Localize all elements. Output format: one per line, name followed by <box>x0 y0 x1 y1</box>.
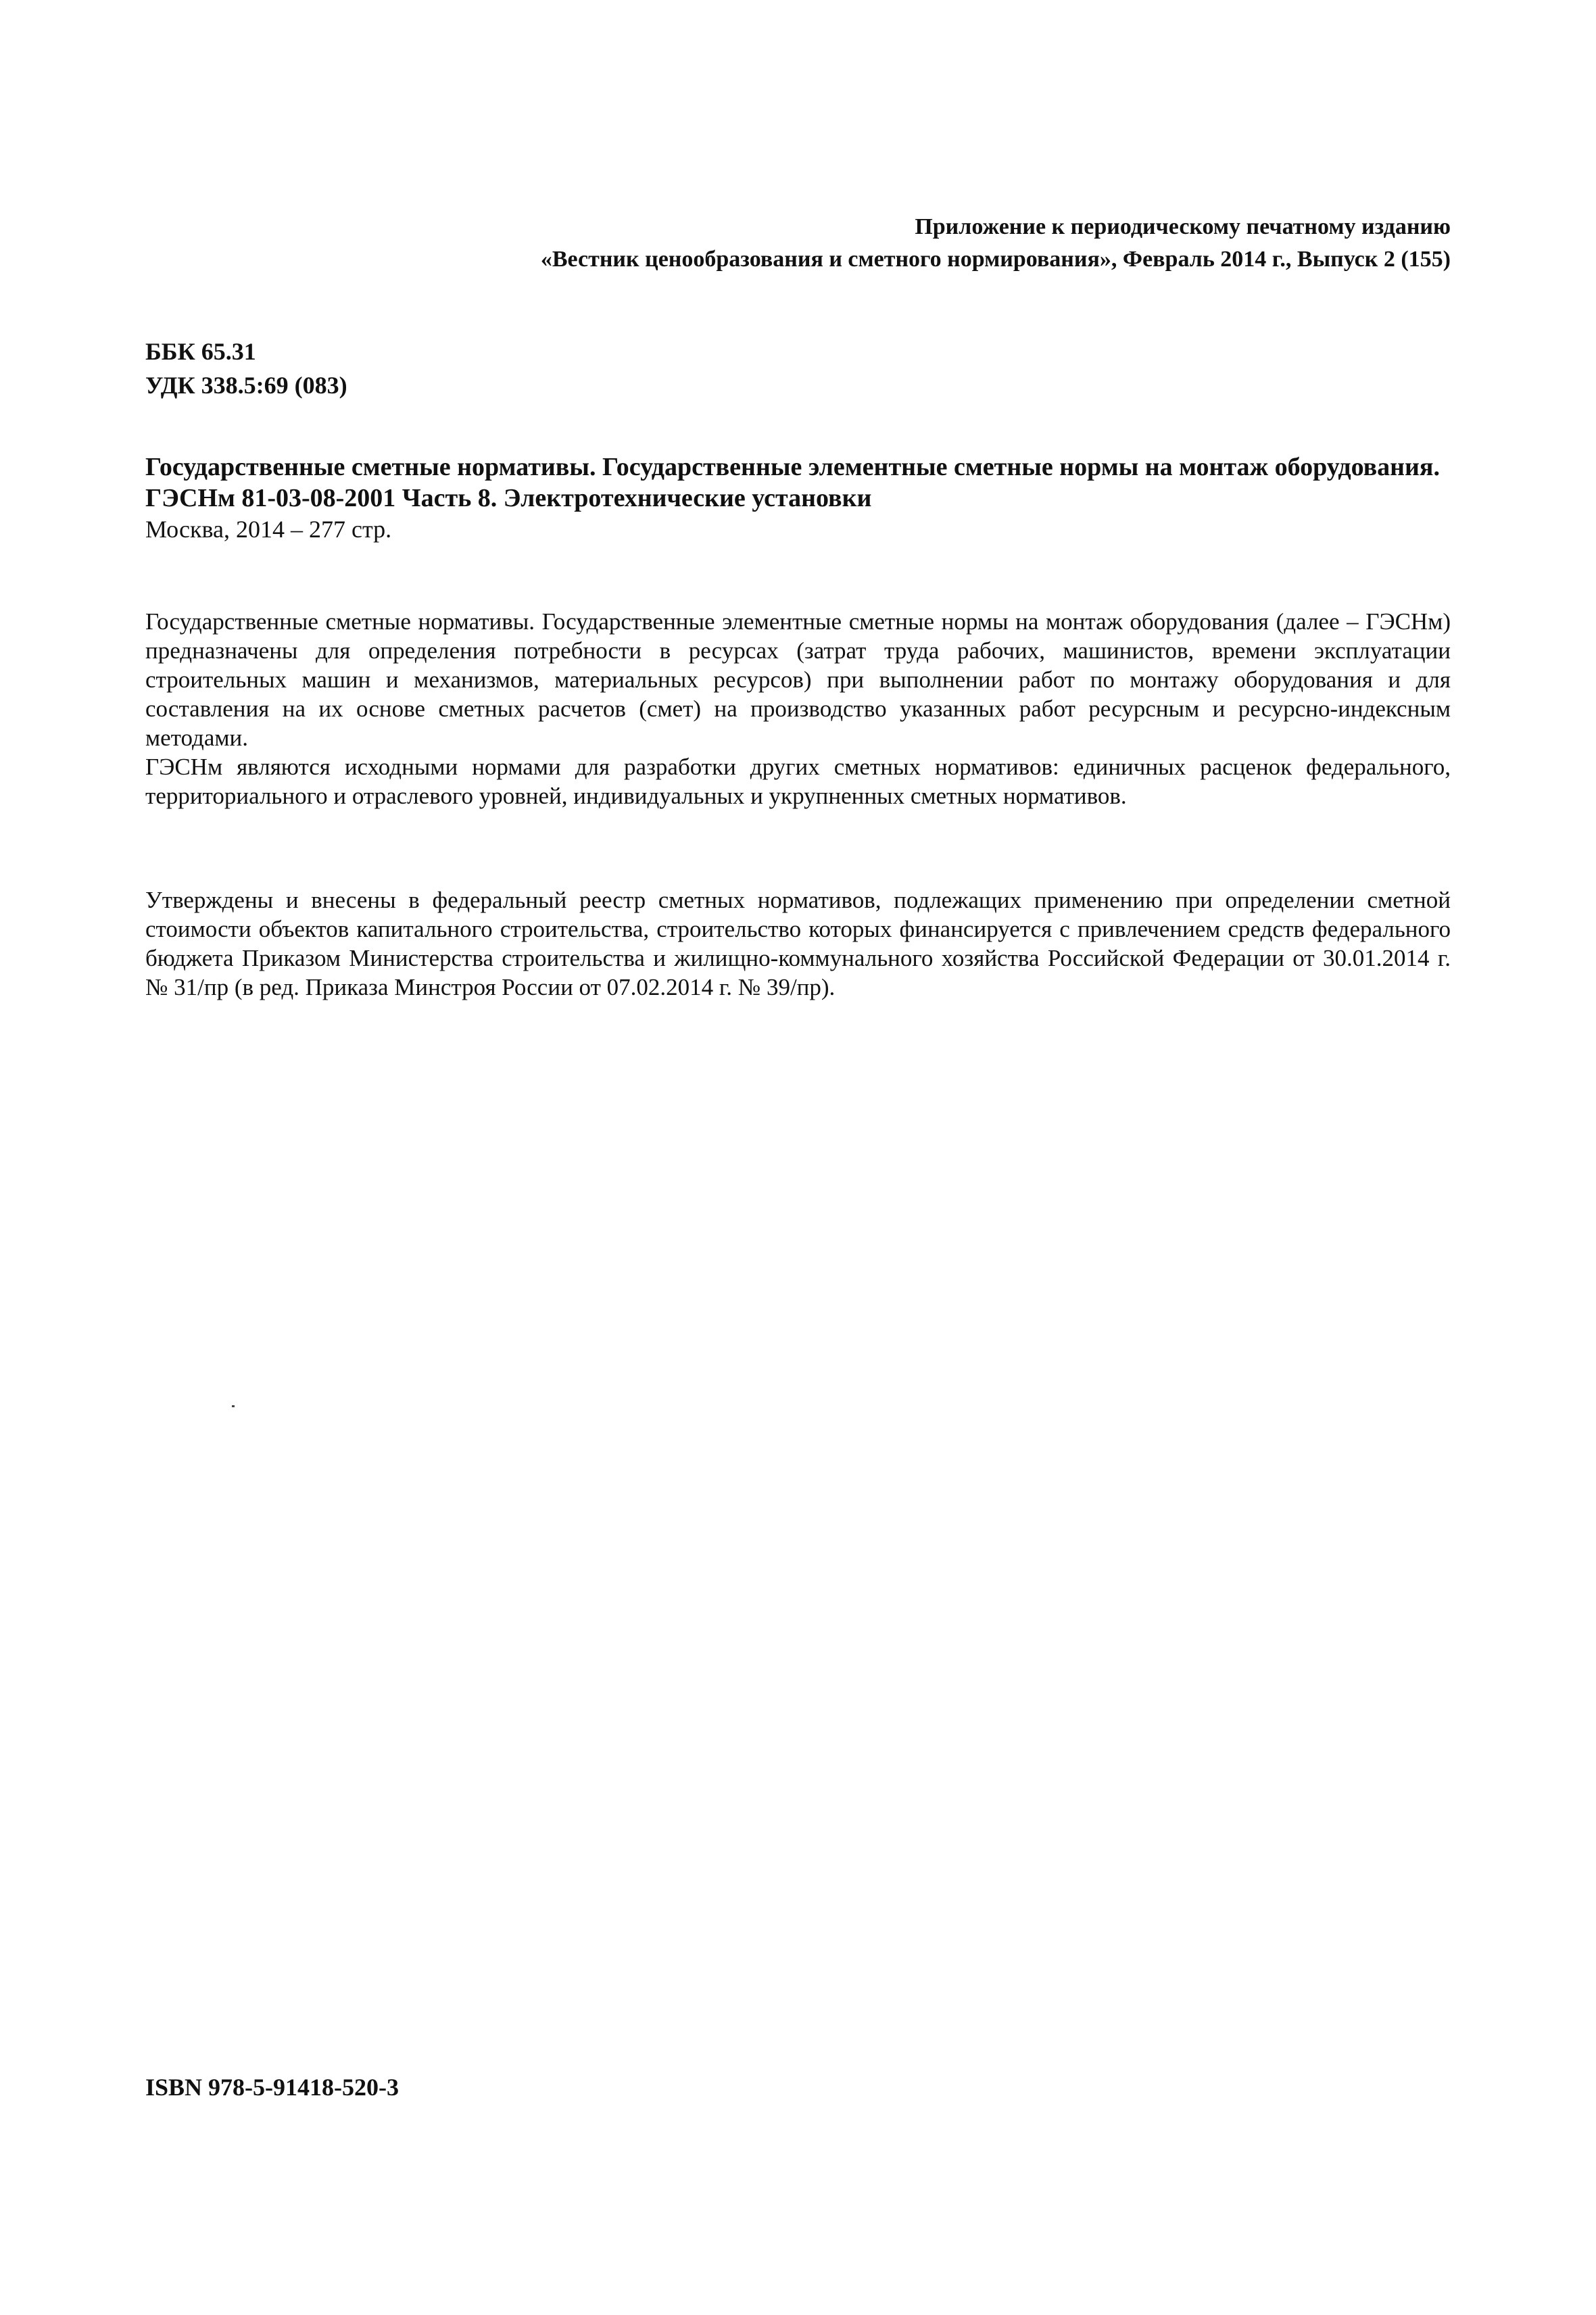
udk-code: УДК 338.5:69 (083) <box>145 372 347 399</box>
isbn-number: ISBN 978-5-91418-520-3 <box>145 2074 399 2101</box>
description-paragraph-2: ГЭСНм являются исходными нормами для разработки других сметных нормативов: единичных расценок федерального, территориального и отраслевого уровней, индивидуальных и укрупненных сметных нормативов. <box>145 754 1451 809</box>
description-paragraph-1: Государственные сметные нормативы. Государственные элементные сметные нормы на монтаж оборудования (далее – ГЭСНм) предназначены для определения потребности в ресурсах (затрат труда рабочих, машинистов, времени эксплуатации строительных машин и механизмов, материальных ресурсов) при выполнении работ по монтажу оборудования и для составления на их основе сметных расчетов (смет) на производство указанных работ ресурсным и ресурсно-индексным методами. <box>145 608 1451 751</box>
title-block <box>145 453 1451 543</box>
bbk-code: ББК 65.31 <box>145 338 256 365</box>
document-title: Государственные сметные нормативы. Государственные элементные сметные нормы на монтаж оборудования. <box>145 453 1440 481</box>
scan-speck <box>232 1405 235 1407</box>
header-line-1: Приложение к периодическому печатному изданию <box>915 214 1451 239</box>
approval-paragraph: Утверждены и внесены в федеральный реестр сметных нормативов, подлежащих применению при определении сметной стоимости объектов капитального строительства, строительство которых финансируется с привлечением средств федерального бюджета Приказом Министерства строительства и жилищно-коммунального хозяйства Российской Федерации от 30.01.2014 г. № 31/пр (в ред. Приказа Минстроя России от 07.02.2014 г. № 39/пр). <box>145 887 1451 1000</box>
publication-header <box>301 211 1451 276</box>
approval-section <box>145 885 1451 1002</box>
classification-codes <box>145 335 347 402</box>
header-line-2: «Вестник ценообразования и сметного нормирования», Февраль 2014 г., Выпуск 2 (155) <box>540 247 1451 272</box>
publication-info: Москва, 2014 – 277 стр. <box>145 516 392 543</box>
description-section <box>145 607 1451 810</box>
document-subtitle: ГЭСНм 81-03-08-2001 Часть 8. Электротехнические установки <box>145 484 872 512</box>
